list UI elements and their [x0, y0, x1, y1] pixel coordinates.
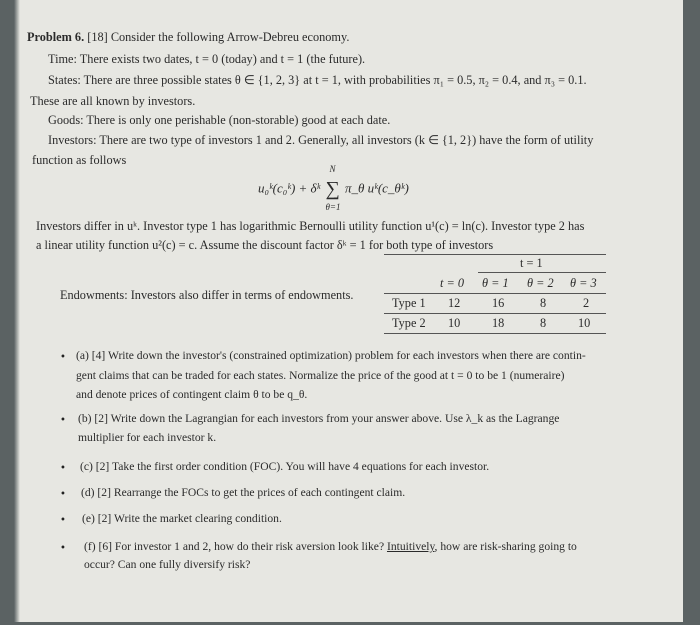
question-f-line-2: occur? Can one fully diversify risk? — [84, 558, 251, 571]
table-group-rule — [478, 272, 606, 273]
question-a-line-3: and denote prices of contingent claim θ to be q_θ. — [76, 388, 308, 401]
bullet-icon: • — [60, 515, 66, 526]
table-row-rule — [384, 313, 606, 314]
table-bottom-rule — [384, 333, 606, 334]
problem-title: Problem 6. — [27, 30, 85, 44]
investors-continuation: function as follows — [32, 153, 127, 167]
row-type1-label: Type 1 — [392, 296, 426, 310]
bullet-icon: • — [60, 415, 66, 426]
question-e-line-1: (e) [2] Write the market clearing condition. — [82, 512, 282, 525]
table-top-rule — [384, 254, 606, 255]
table-group-header: t = 1 — [520, 256, 543, 270]
problem-intro: Consider the following Arrow-Debreu economy. — [110, 30, 350, 44]
bullet-icon: • — [60, 543, 66, 554]
goods-paragraph: Goods: There is only one perishable (non-storable) good at each date. — [48, 113, 391, 127]
differ-line-2: a linear utility function u²(c) = c. Assume the discount factor δᵏ = 1 for both type of investors — [36, 238, 494, 252]
col-t0: t = 0 — [440, 276, 465, 290]
question-d-line-1: (d) [2] Rearrange the FOCs to get the prices of each contingent claim. — [81, 486, 406, 499]
bullet-icon: • — [60, 352, 66, 363]
row-type1-theta1: 16 — [492, 296, 505, 310]
col-theta2: θ = 2 — [527, 276, 554, 290]
problem-heading — [27, 30, 349, 45]
states-paragraph: States: There are three possible states θ ∈ {1, 2, 3} at t = 1, with probabilities π₁ = 0.5, π₂ = 0.4, and π₃ = 0.1. — [48, 73, 587, 87]
question-b-line-2: multiplier for each investor k. — [78, 431, 217, 444]
question-c-line-1: (c) [2] Take the first order condition (FOC). You will have 4 equations for each investor. — [80, 460, 490, 473]
bullet-icon: • — [60, 489, 66, 500]
table-header-rule — [384, 293, 606, 294]
row-type1-theta3: 2 — [583, 296, 590, 310]
row-type2-label: Type 2 — [392, 316, 426, 330]
utility-formula — [258, 164, 409, 212]
time-paragraph: Time: There exists two dates, t = 0 (today) and t = 1 (the future). — [48, 52, 366, 66]
row-type1-t0: 12 — [448, 296, 461, 310]
question-b-line-1: (b) [2] Write down the Lagrangian for each investors from your answer above. Use λ_k as the Lagrange — [78, 412, 560, 425]
differ-line-1: Investors differ in uᵏ. Investor type 1 has logarithmic Bernoulli utility function u¹(c) = ln(c). Investor type 2 has — [36, 219, 585, 233]
question-a-line-1: (a) [4] Write down the investor's (constrained optimization) problem for each investors when there are contin- — [76, 349, 586, 362]
investors-paragraph: Investors: There are two type of investors 1 and 2. Generally, all investors (k ∈ {1, 2}) have the form of utility — [48, 133, 594, 147]
question-f-line-1: (f) [6] For investor 1 and 2, how do their risk aversion look like? Intuitively, how are risk-sharing going to — [84, 540, 577, 553]
bullet-icon: • — [60, 463, 66, 474]
endowments-label: Endowments: Investors also differ in terms of endowments. — [60, 288, 354, 302]
formula-right: π_θ uᵏ(c_θᵏ) — [345, 180, 409, 196]
problem-points: [18] — [87, 30, 108, 44]
states-continuation: These are all known by investors. — [30, 94, 196, 108]
row-type2-theta1: 18 — [492, 316, 505, 330]
col-theta3: θ = 3 — [570, 276, 597, 290]
intuitively-underlined: Intuitively — [386, 540, 435, 553]
col-theta1: θ = 1 — [482, 276, 509, 290]
row-type2-theta2: 8 — [540, 316, 547, 330]
row-type1-theta2: 8 — [540, 296, 547, 310]
row-type2-t0: 10 — [448, 316, 461, 330]
row-type2-theta3: 10 — [578, 316, 591, 330]
summation-symbol: ∑ N θ=1 — [325, 164, 341, 212]
question-a-line-2: gent claims that can be traded for each states. Normalize the price of the good at t = 0 to be 1 (numeraire) — [76, 369, 565, 382]
formula-left: u₀ᵏ(c₀ᵏ) + δᵏ — [258, 180, 321, 196]
